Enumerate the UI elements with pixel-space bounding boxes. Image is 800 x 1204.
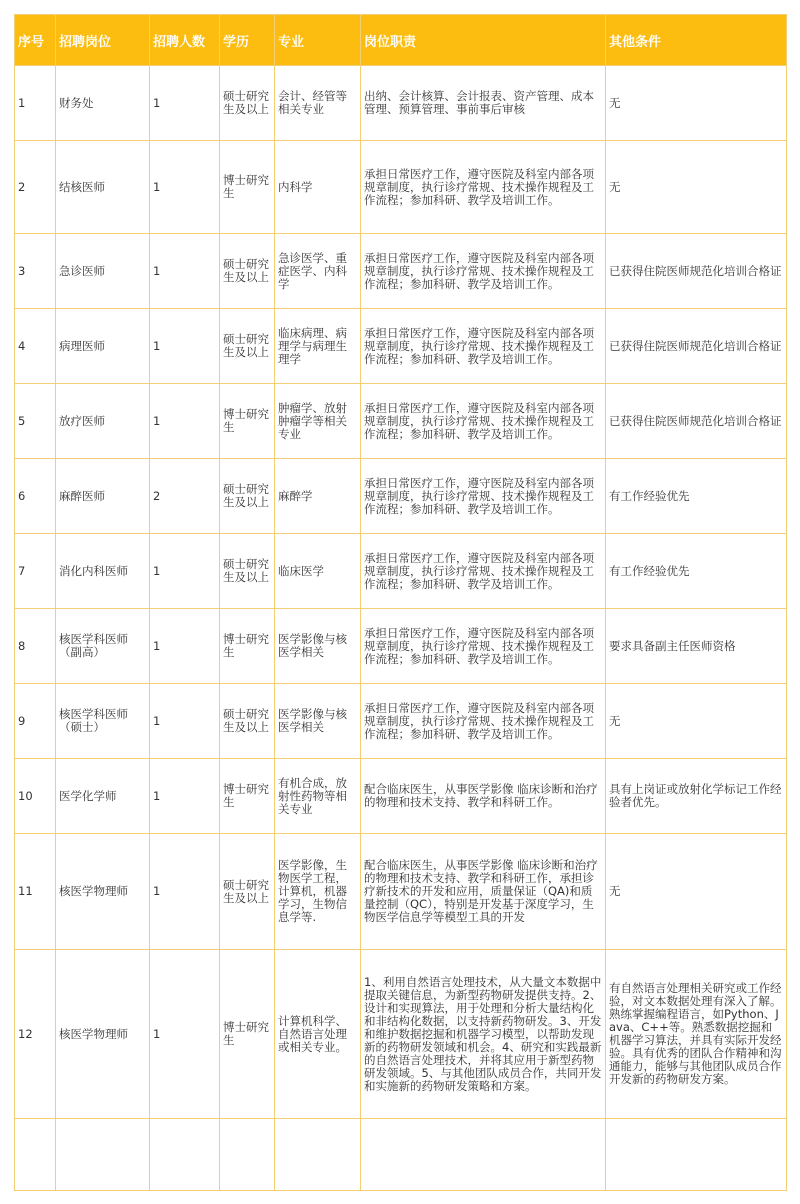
cell-education: 博士研究生 xyxy=(220,609,275,684)
cell-other: 有自然语言处理相关研究或工作经验，对文本数据处理有深入了解。熟练掌握编程语言，如Python、Java、C++等。熟悉数据挖掘和机器学习算法，并具有实际开发经验。具有优秀的团队合作精神和沟通能力，能够与其他团队成员合作开发新的药物研发方案。 xyxy=(606,950,787,1119)
cell-count: 1 xyxy=(150,684,220,759)
cell-position: 消化内科医师 xyxy=(56,534,150,609)
table-row xyxy=(15,459,787,534)
table-row xyxy=(15,66,787,141)
cell-major: 会计、经管等相关专业 xyxy=(275,66,361,141)
cell-duty: 承担日常医疗工作，遵守医院及科室内部各项规章制度，执行诊疗常规、技术操作规程及工作流程；参加科研、教学及培训工作。 xyxy=(361,384,606,459)
cell-major: 临床医学 xyxy=(275,534,361,609)
cell-other: 有工作经验优先 xyxy=(606,534,787,609)
cell-major: 临床病理、病理学与病理生理学 xyxy=(275,309,361,384)
cell-other: 无 xyxy=(606,66,787,141)
cell-education: 博士研究生 xyxy=(220,141,275,234)
header-position: 招聘岗位 xyxy=(56,15,150,66)
cell-position: 放疗医师 xyxy=(56,384,150,459)
cell-position: 核医学物理师 xyxy=(56,950,150,1119)
table-row xyxy=(15,609,787,684)
cell-major: 有机合成，放射性药物等相关专业 xyxy=(275,759,361,834)
cell-duty: 承担日常医疗工作，遵守医院及科室内部各项规章制度，执行诊疗常规、技术操作规程及工作流程；参加科研、教学及培训工作。 xyxy=(361,309,606,384)
cell-other: 已获得住院医师规范化培训合格证 xyxy=(606,309,787,384)
cell-education: 硕士研究生及以上 xyxy=(220,309,275,384)
cell-no: 1 xyxy=(15,66,56,141)
cell-position: 核医学科医师（硕士） xyxy=(56,684,150,759)
cell-no: 12 xyxy=(15,950,56,1119)
cell-education: 博士研究生 xyxy=(220,950,275,1119)
cell-major: 麻醉学 xyxy=(275,459,361,534)
table-row xyxy=(15,384,787,459)
cell-education: 硕士研究生及以上 xyxy=(220,684,275,759)
cell-education: 硕士研究生及以上 xyxy=(220,459,275,534)
cell-other: 具有上岗证或放射化学标记工作经验者优先。 xyxy=(606,759,787,834)
cell-no: 7 xyxy=(15,534,56,609)
cell-count: 1 xyxy=(150,66,220,141)
cell-position: 麻醉医师 xyxy=(56,459,150,534)
cell-education: 硕士研究生及以上 xyxy=(220,66,275,141)
cell-no: 10 xyxy=(15,759,56,834)
cell-major: 内科学 xyxy=(275,141,361,234)
cell-major: 医学影像与核医学相关 xyxy=(275,684,361,759)
header-duty: 岗位职责 xyxy=(361,15,606,66)
cell-no: 4 xyxy=(15,309,56,384)
cell-other: 有工作经验优先 xyxy=(606,459,787,534)
cell-count: 1 xyxy=(150,384,220,459)
cell-duty: 承担日常医疗工作，遵守医院及科室内部各项规章制度，执行诊疗常规、技术操作规程及工作流程；参加科研、教学及培训工作。 xyxy=(361,234,606,309)
table-row xyxy=(15,834,787,950)
cell-position: 急诊医师 xyxy=(56,234,150,309)
empty-cell xyxy=(220,1119,275,1191)
empty-cell xyxy=(361,1119,606,1191)
recruitment-table xyxy=(14,14,787,1191)
cell-count: 1 xyxy=(150,534,220,609)
cell-education: 博士研究生 xyxy=(220,384,275,459)
empty-cell xyxy=(15,1119,56,1191)
table-row xyxy=(15,309,787,384)
cell-position: 核医学科医师（副高） xyxy=(56,609,150,684)
cell-duty: 1、利用自然语言处理技术，从大量文本数据中提取关键信息，为新型药物研发提供支持。2、设计和实现算法，用于处理和分析大量结构化和非结构化数据，以支持新药物研发。3、开发和维护数据挖掘和机器学习模型，以帮助发现新的药物研发领域和机会。4、研究和实践最新的自然语言处理技术，并将其应用于新型药物研发领域。5、与其他团队成员合作，共同开发和实施新的药物研发策略和方案。 xyxy=(361,950,606,1119)
cell-count: 1 xyxy=(150,759,220,834)
cell-education: 硕士研究生及以上 xyxy=(220,834,275,950)
table-row xyxy=(15,534,787,609)
recruitment-table-wrapper xyxy=(14,14,786,1191)
cell-duty: 出纳、会计核算、会计报表、资产管理、成本管理、预算管理、事前事后审核 xyxy=(361,66,606,141)
cell-no: 3 xyxy=(15,234,56,309)
cell-other: 已获得住院医师规范化培训合格证 xyxy=(606,384,787,459)
empty-row xyxy=(15,1119,787,1191)
cell-count: 2 xyxy=(150,459,220,534)
cell-count: 1 xyxy=(150,950,220,1119)
cell-no: 11 xyxy=(15,834,56,950)
cell-position: 医学化学师 xyxy=(56,759,150,834)
empty-cell xyxy=(275,1119,361,1191)
header-row xyxy=(15,15,787,66)
cell-position: 病理医师 xyxy=(56,309,150,384)
cell-no: 8 xyxy=(15,609,56,684)
cell-duty: 承担日常医疗工作，遵守医院及科室内部各项规章制度，执行诊疗常规、技术操作规程及工作流程；参加科研、教学及培训工作。 xyxy=(361,609,606,684)
cell-duty: 承担日常医疗工作，遵守医院及科室内部各项规章制度，执行诊疗常规、技术操作规程及工作流程；参加科研、教学及培训工作。 xyxy=(361,684,606,759)
cell-duty: 配合临床医生，从事医学影像 临床诊断和治疗的物理和技术支持、教学和科研工作。 xyxy=(361,759,606,834)
cell-duty: 承担日常医疗工作，遵守医院及科室内部各项规章制度，执行诊疗常规、技术操作规程及工作流程；参加科研、教学及培训工作。 xyxy=(361,459,606,534)
cell-education: 博士研究生 xyxy=(220,759,275,834)
table-row xyxy=(15,759,787,834)
header-major: 专业 xyxy=(275,15,361,66)
header-other: 其他条件 xyxy=(606,15,787,66)
cell-education: 硕士研究生及以上 xyxy=(220,534,275,609)
empty-cell xyxy=(150,1119,220,1191)
cell-duty: 承担日常医疗工作，遵守医院及科室内部各项规章制度，执行诊疗常规、技术操作规程及工作流程；参加科研、教学及培训工作。 xyxy=(361,534,606,609)
empty-cell xyxy=(606,1119,787,1191)
cell-position: 财务处 xyxy=(56,66,150,141)
cell-major: 计算机科学、自然语言处理或相关专业。 xyxy=(275,950,361,1119)
cell-no: 6 xyxy=(15,459,56,534)
cell-count: 1 xyxy=(150,141,220,234)
cell-major: 医学影像与核医学相关 xyxy=(275,609,361,684)
header-count: 招聘人数 xyxy=(150,15,220,66)
cell-education: 硕士研究生及以上 xyxy=(220,234,275,309)
cell-other: 已获得住院医师规范化培训合格证 xyxy=(606,234,787,309)
header-no: 序号 xyxy=(15,15,56,66)
header-education: 学历 xyxy=(220,15,275,66)
cell-count: 1 xyxy=(150,309,220,384)
table-row xyxy=(15,141,787,234)
cell-count: 1 xyxy=(150,609,220,684)
cell-no: 2 xyxy=(15,141,56,234)
cell-other: 无 xyxy=(606,141,787,234)
cell-other: 无 xyxy=(606,684,787,759)
cell-position: 结核医师 xyxy=(56,141,150,234)
empty-cell xyxy=(56,1119,150,1191)
cell-major: 肿瘤学、放射肿瘤学等相关专业 xyxy=(275,384,361,459)
cell-no: 9 xyxy=(15,684,56,759)
cell-count: 1 xyxy=(150,234,220,309)
cell-count: 1 xyxy=(150,834,220,950)
cell-major: 急诊医学、重症医学、内科学 xyxy=(275,234,361,309)
cell-other: 要求具备副主任医师资格 xyxy=(606,609,787,684)
cell-other: 无 xyxy=(606,834,787,950)
cell-duty: 配合临床医生，从事医学影像 临床诊断和治疗的物理和技术支持、教学和科研工作，承担诊疗新技术的开发和应用，质量保证（QA)和质量控制（QC），特别是开发基于深度学习，生物医学信息学等模型工具的开发 xyxy=(361,834,606,950)
cell-major: 医学影像，生物医学工程，计算机，机器学习，生物信息学等. xyxy=(275,834,361,950)
cell-no: 5 xyxy=(15,384,56,459)
cell-duty: 承担日常医疗工作，遵守医院及科室内部各项规章制度，执行诊疗常规、技术操作规程及工作流程；参加科研、教学及培训工作。 xyxy=(361,141,606,234)
table-row xyxy=(15,684,787,759)
table-row xyxy=(15,950,787,1119)
table-row xyxy=(15,234,787,309)
cell-position: 核医学物理师 xyxy=(56,834,150,950)
